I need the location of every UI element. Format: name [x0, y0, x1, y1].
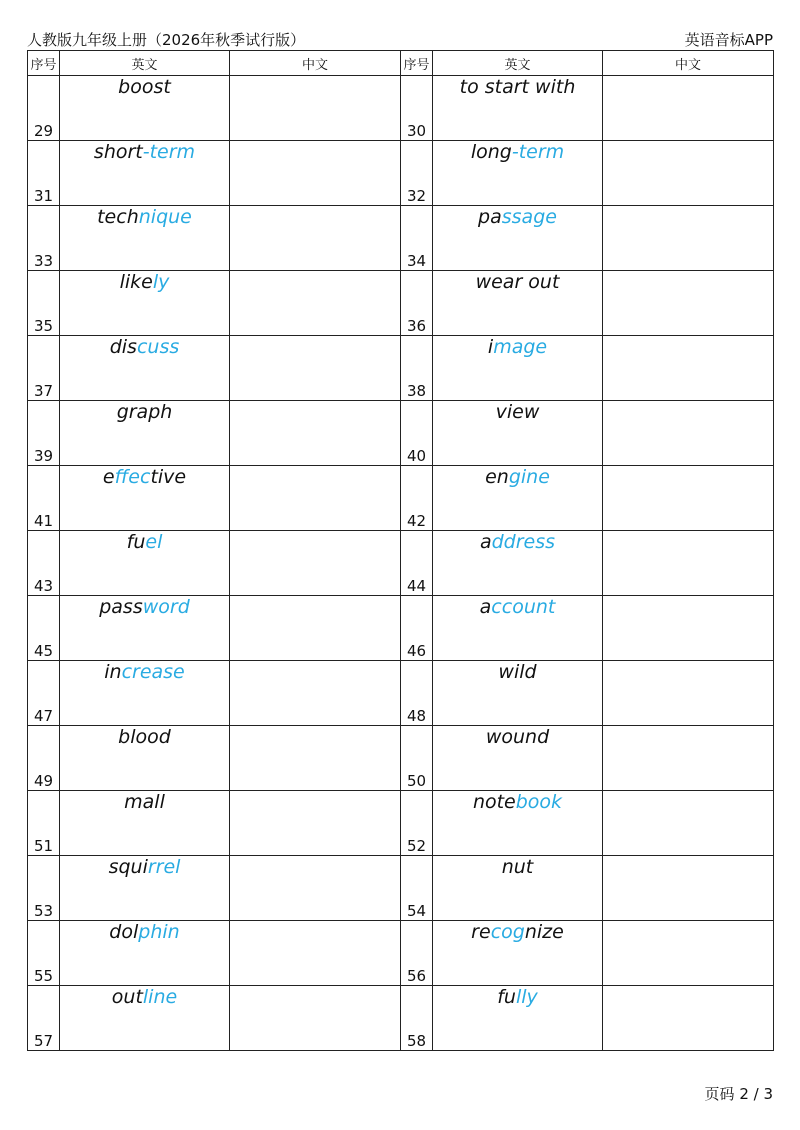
chinese-answer-cell[interactable]	[603, 271, 774, 336]
chinese-answer-cell[interactable]	[230, 596, 401, 661]
row-number: 44	[401, 531, 433, 596]
english-word	[60, 791, 230, 856]
english-word	[60, 271, 230, 336]
english-word	[433, 726, 603, 791]
word-part: in	[104, 661, 122, 683]
word-part: i	[487, 336, 494, 358]
column-header-english: 英文	[60, 51, 230, 76]
word-highlight-part: rrel	[147, 856, 181, 878]
chinese-answer-cell[interactable]	[230, 986, 401, 1051]
word-part: wear out	[475, 271, 560, 293]
word-part: dis	[109, 336, 137, 358]
chinese-answer-cell[interactable]	[603, 856, 774, 921]
table-row	[28, 466, 774, 531]
word-part: tech	[97, 206, 139, 228]
chinese-answer-cell[interactable]	[603, 401, 774, 466]
table-row	[28, 661, 774, 726]
word-part: nut	[501, 856, 534, 878]
row-number: 29	[28, 76, 60, 141]
word-highlight-part: -term	[511, 141, 565, 163]
row-number: 32	[401, 141, 433, 206]
english-word	[60, 596, 230, 661]
english-word	[433, 661, 603, 726]
chinese-answer-cell[interactable]	[230, 141, 401, 206]
word-part: boost	[118, 76, 171, 98]
word-highlight-part: cog	[490, 921, 525, 943]
word-part: dol	[109, 921, 139, 943]
page-number: 页码 2 / 3	[704, 1085, 773, 1103]
english-word	[60, 141, 230, 206]
row-number: 42	[401, 466, 433, 531]
word-part: nize	[524, 921, 564, 943]
chinese-answer-cell[interactable]	[603, 531, 774, 596]
row-number: 40	[401, 401, 433, 466]
word-part: fu	[497, 986, 516, 1008]
word-highlight-part: ly	[152, 271, 170, 293]
word-highlight-part: mage	[493, 336, 548, 358]
english-word	[60, 401, 230, 466]
row-number: 43	[28, 531, 60, 596]
row-number: 37	[28, 336, 60, 401]
english-word	[433, 76, 603, 141]
row-number: 39	[28, 401, 60, 466]
word-part: wound	[485, 726, 550, 748]
row-number: 31	[28, 141, 60, 206]
row-number: 49	[28, 726, 60, 791]
word-part: re	[471, 921, 491, 943]
row-number: 33	[28, 206, 60, 271]
word-part: wild	[498, 661, 537, 683]
row-number: 52	[401, 791, 433, 856]
word-part: blood	[118, 726, 171, 748]
english-word	[60, 921, 230, 986]
table-row	[28, 531, 774, 596]
table-row	[28, 726, 774, 791]
chinese-answer-cell[interactable]	[230, 206, 401, 271]
chinese-answer-cell[interactable]	[603, 791, 774, 856]
row-number: 47	[28, 661, 60, 726]
word-highlight-part: gine	[508, 466, 550, 488]
table-row	[28, 856, 774, 921]
table-row	[28, 596, 774, 661]
word-part: pa	[478, 206, 502, 228]
word-part: out	[111, 986, 143, 1008]
table-header-row	[28, 51, 774, 76]
row-number: 30	[401, 76, 433, 141]
english-word	[60, 336, 230, 401]
row-number: 57	[28, 986, 60, 1051]
row-number: 51	[28, 791, 60, 856]
word-part: tive	[150, 466, 187, 488]
chinese-answer-cell[interactable]	[230, 921, 401, 986]
english-word	[433, 336, 603, 401]
word-part: fu	[126, 531, 146, 553]
chinese-answer-cell[interactable]	[230, 531, 401, 596]
chinese-answer-cell[interactable]	[230, 271, 401, 336]
chinese-answer-cell[interactable]	[230, 856, 401, 921]
table-row	[28, 986, 774, 1051]
row-number: 34	[401, 206, 433, 271]
chinese-answer-cell[interactable]	[603, 596, 774, 661]
table-row	[28, 791, 774, 856]
word-part: note	[472, 791, 516, 813]
word-highlight-part: ccount	[491, 596, 556, 618]
word-highlight-part: lly	[515, 986, 538, 1008]
row-number: 36	[401, 271, 433, 336]
english-word	[60, 76, 230, 141]
english-word	[433, 141, 603, 206]
english-word	[60, 206, 230, 271]
row-number: 35	[28, 271, 60, 336]
chinese-answer-cell[interactable]	[603, 726, 774, 791]
chinese-answer-cell[interactable]	[603, 206, 774, 271]
chinese-answer-cell[interactable]	[603, 76, 774, 141]
english-word	[433, 401, 603, 466]
chinese-answer-cell[interactable]	[230, 401, 401, 466]
word-part: pass	[99, 596, 143, 618]
word-part: like	[119, 271, 153, 293]
row-number: 50	[401, 726, 433, 791]
column-header-number: 序号	[28, 51, 60, 76]
word-part: graph	[116, 401, 173, 423]
table-row	[28, 336, 774, 401]
word-highlight-part: el	[145, 531, 163, 553]
row-number: 48	[401, 661, 433, 726]
row-number: 53	[28, 856, 60, 921]
english-word	[433, 206, 603, 271]
chinese-answer-cell[interactable]	[603, 336, 774, 401]
english-word	[433, 986, 603, 1051]
word-highlight-part: ffec	[114, 466, 151, 488]
column-header-chinese: 中文	[230, 51, 401, 76]
table-row	[28, 271, 774, 336]
chinese-answer-cell[interactable]	[603, 141, 774, 206]
word-highlight-part: line	[142, 986, 178, 1008]
table-row	[28, 76, 774, 141]
word-highlight-part: nique	[138, 206, 192, 228]
word-part: a	[479, 531, 492, 553]
word-part: long	[470, 141, 512, 163]
word-highlight-part: book	[515, 791, 563, 813]
word-part: a	[479, 596, 492, 618]
english-word	[433, 271, 603, 336]
chinese-answer-cell[interactable]	[230, 466, 401, 531]
document-title: 人教版九年级上册（2026年秋季试行版）	[27, 31, 306, 49]
chinese-answer-cell[interactable]	[230, 76, 401, 141]
row-number: 54	[401, 856, 433, 921]
english-word	[433, 791, 603, 856]
chinese-answer-cell[interactable]	[230, 336, 401, 401]
english-word	[60, 661, 230, 726]
column-header-english: 英文	[433, 51, 603, 76]
word-part: to start with	[459, 76, 576, 98]
word-part: squi	[108, 856, 148, 878]
app-name: 英语音标APP	[684, 31, 773, 49]
word-part: short	[93, 141, 143, 163]
row-number: 58	[401, 986, 433, 1051]
word-part: en	[485, 466, 509, 488]
word-part: view	[495, 401, 540, 423]
english-word	[433, 466, 603, 531]
chinese-answer-cell[interactable]	[603, 921, 774, 986]
row-number: 55	[28, 921, 60, 986]
english-word	[60, 726, 230, 791]
vocabulary-table	[27, 50, 774, 1051]
table-body	[28, 76, 774, 1051]
word-highlight-part: word	[142, 596, 190, 618]
chinese-answer-cell[interactable]	[603, 986, 774, 1051]
word-highlight-part: cuss	[136, 336, 180, 358]
word-highlight-part: ddress	[491, 531, 556, 553]
word-highlight-part: ssage	[501, 206, 557, 228]
english-word	[60, 856, 230, 921]
table-row	[28, 401, 774, 466]
english-word	[433, 531, 603, 596]
word-part: mall	[124, 791, 165, 813]
english-word	[60, 531, 230, 596]
table-row	[28, 206, 774, 271]
word-part: e	[102, 466, 115, 488]
row-number: 41	[28, 466, 60, 531]
chinese-answer-cell[interactable]	[230, 791, 401, 856]
table-row	[28, 921, 774, 986]
row-number: 38	[401, 336, 433, 401]
table-row	[28, 141, 774, 206]
chinese-answer-cell[interactable]	[603, 466, 774, 531]
column-header-number: 序号	[401, 51, 433, 76]
english-word	[433, 921, 603, 986]
row-number: 45	[28, 596, 60, 661]
chinese-answer-cell[interactable]	[230, 726, 401, 791]
english-word	[60, 466, 230, 531]
column-header-chinese: 中文	[603, 51, 774, 76]
english-word	[433, 596, 603, 661]
word-highlight-part: crease	[121, 661, 185, 683]
row-number: 46	[401, 596, 433, 661]
word-highlight-part: phin	[138, 921, 180, 943]
word-highlight-part: -term	[142, 141, 196, 163]
english-word	[60, 986, 230, 1051]
chinese-answer-cell[interactable]	[230, 661, 401, 726]
english-word	[433, 856, 603, 921]
row-number: 56	[401, 921, 433, 986]
chinese-answer-cell[interactable]	[603, 661, 774, 726]
